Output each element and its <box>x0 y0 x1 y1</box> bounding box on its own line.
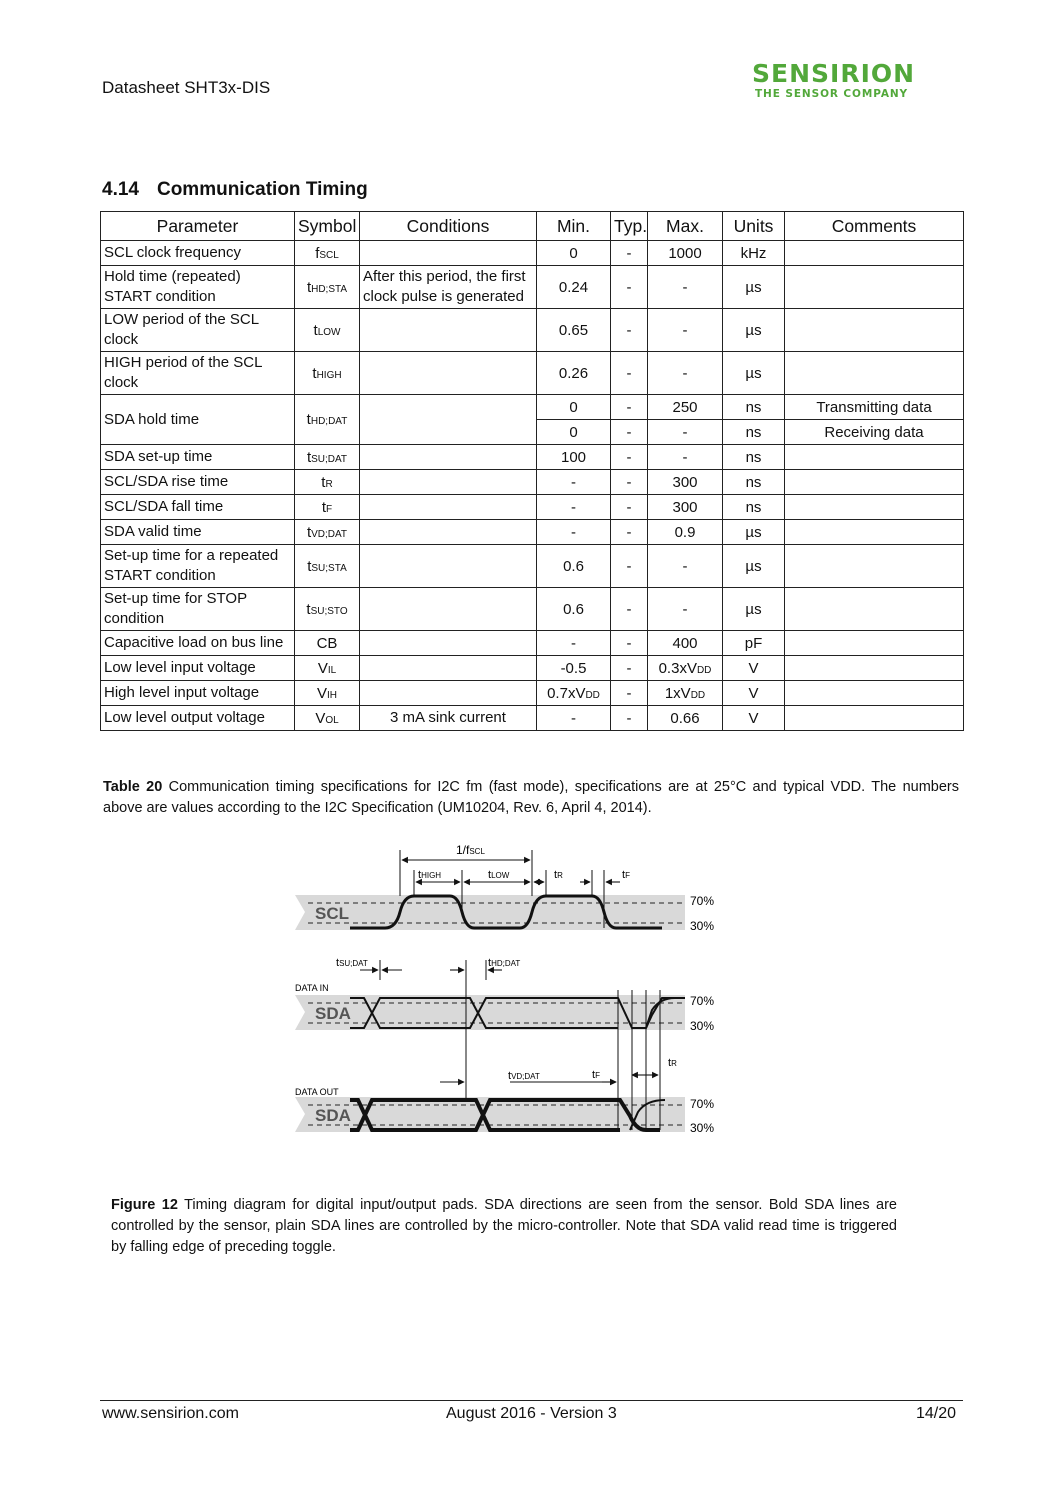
communication-timing-table <box>100 211 964 731</box>
table-row <box>101 470 964 495</box>
table-row <box>101 241 964 266</box>
param-cell: Capacitive load on bus line <box>101 631 295 656</box>
timing-arrows <box>360 860 658 1082</box>
comments-cell: Transmitting data <box>785 395 964 420</box>
comments-cell <box>785 241 964 266</box>
symbol-cell: VOL <box>295 706 360 731</box>
symbol-cell: tLOW <box>295 309 360 352</box>
sda-in-band <box>295 995 685 1030</box>
param-cell: Set-up time for STOP condition <box>101 588 295 631</box>
param-cell: Hold time (repeated) START condition <box>101 266 295 309</box>
typ-cell: - <box>611 656 648 681</box>
pct-70-label: 70% <box>690 994 715 1008</box>
typ-cell: - <box>611 681 648 706</box>
table-row <box>101 395 964 420</box>
column-header: Parameter <box>101 212 295 241</box>
pct-70-label: 70% <box>690 1097 715 1111</box>
typ-cell: - <box>611 309 648 352</box>
figure-caption-text: Timing diagram for digital input/output pads. SDA directions are seen from the sensor. Bold SDA lines are controlled by the sensor, plain SDA lines are controlled by the micro-controller. Note that SDA valid read time is triggered by falling edge of preceding toggle. <box>111 1197 897 1255</box>
min-cell: 0.24 <box>537 266 611 309</box>
symbol-cell: VIH <box>295 681 360 706</box>
typ-cell: - <box>611 631 648 656</box>
conditions-cell <box>360 241 537 266</box>
max-cell: - <box>648 545 723 588</box>
conditions-cell <box>360 520 537 545</box>
max-cell: 1xVDD <box>648 681 723 706</box>
symbol-cell: tR <box>295 470 360 495</box>
logo-wordmark: SENSIRION <box>752 59 916 88</box>
timing-diagram <box>280 830 760 1140</box>
max-cell: - <box>648 588 723 631</box>
comments-cell <box>785 495 964 520</box>
symbol-cell: tSU;STO <box>295 588 360 631</box>
table-row <box>101 266 964 309</box>
units-cell: ns <box>723 470 785 495</box>
column-header: Symbol <box>295 212 360 241</box>
data-in-label: DATA IN <box>295 983 329 993</box>
max-cell: 300 <box>648 470 723 495</box>
conditions-cell <box>360 588 537 631</box>
min-cell: 0.26 <box>537 352 611 395</box>
table-row <box>101 656 964 681</box>
comments-cell <box>785 631 964 656</box>
units-cell: µs <box>723 520 785 545</box>
param-cell: SCL/SDA rise time <box>101 470 295 495</box>
max-cell: 250 <box>648 395 723 420</box>
typ-cell: - <box>611 706 648 731</box>
comments-cell: Receiving data <box>785 420 964 445</box>
max-cell: - <box>648 266 723 309</box>
param-cell: LOW period of the SCL clock <box>101 309 295 352</box>
max-cell: 1000 <box>648 241 723 266</box>
section-heading <box>102 179 368 201</box>
table-row <box>101 681 964 706</box>
table-row <box>101 445 964 470</box>
min-cell: - <box>537 495 611 520</box>
figure-caption <box>111 1195 897 1258</box>
table-caption <box>103 777 959 819</box>
units-cell: µs <box>723 309 785 352</box>
t-f-label: tF <box>622 869 630 881</box>
param-cell: SDA set-up time <box>101 445 295 470</box>
data-out-label: DATA OUT <box>295 1087 339 1097</box>
logo-tagline: THE SENSOR COMPANY <box>755 88 909 100</box>
section-title: Communication Timing <box>156 179 368 200</box>
footer-date-version: August 2016 - Version 3 <box>446 1405 617 1422</box>
param-cell: SDA hold time <box>101 395 295 445</box>
typ-cell: - <box>611 266 648 309</box>
max-cell: - <box>648 352 723 395</box>
conditions-cell <box>360 545 537 588</box>
table-row <box>101 352 964 395</box>
units-cell: V <box>723 681 785 706</box>
conditions-cell <box>360 309 537 352</box>
symbol-cell: tHD;DAT <box>295 395 360 445</box>
t-high-label: tHIGH <box>418 869 442 881</box>
comments-cell <box>785 545 964 588</box>
pct-30-label: 30% <box>690 1019 715 1033</box>
pct-30-label: 30% <box>690 919 715 933</box>
param-cell: Low level output voltage <box>101 706 295 731</box>
symbol-cell: tVD;DAT <box>295 520 360 545</box>
column-header: Min. <box>537 212 611 241</box>
min-cell: 100 <box>537 445 611 470</box>
sda-in-label: SDA <box>315 1004 351 1023</box>
param-cell: SDA valid time <box>101 520 295 545</box>
units-cell: V <box>723 656 785 681</box>
conditions-cell: After this period, the first clock pulse is generated <box>360 266 537 309</box>
section-number: 4.14 <box>102 179 139 200</box>
comments-cell <box>785 520 964 545</box>
comments-cell <box>785 656 964 681</box>
conditions-cell <box>360 445 537 470</box>
comments-cell <box>785 470 964 495</box>
min-cell: 0.7xVDD <box>537 681 611 706</box>
typ-cell: - <box>611 520 648 545</box>
conditions-cell <box>360 495 537 520</box>
t-vd-dat-label: tVD;DAT <box>508 1070 540 1082</box>
footer-page-number: 14/20 <box>916 1405 957 1422</box>
typ-cell: - <box>611 445 648 470</box>
table-row <box>101 309 964 352</box>
typ-cell: - <box>611 495 648 520</box>
symbol-cell: fSCL <box>295 241 360 266</box>
typ-cell: - <box>611 395 648 420</box>
typ-cell: - <box>611 420 648 445</box>
t-su-dat-label: tSU;DAT <box>336 957 368 969</box>
scl-label: SCL <box>315 904 349 923</box>
comments-cell <box>785 309 964 352</box>
reference-lines <box>380 850 660 1130</box>
comments-cell <box>785 445 964 470</box>
min-cell: 0.6 <box>537 545 611 588</box>
param-cell: High level input voltage <box>101 681 295 706</box>
comments-cell <box>785 706 964 731</box>
conditions-cell <box>360 681 537 706</box>
typ-cell: - <box>611 545 648 588</box>
period-label: 1/fSCL <box>456 843 485 857</box>
units-cell: ns <box>723 395 785 420</box>
table-row <box>101 520 964 545</box>
param-cell: SCL clock frequency <box>101 241 295 266</box>
min-cell: 0.65 <box>537 309 611 352</box>
footer-website-link[interactable]: www.sensirion.com <box>102 1405 239 1422</box>
table-row <box>101 545 964 588</box>
min-cell: 0.6 <box>537 588 611 631</box>
max-cell: 0.9 <box>648 520 723 545</box>
max-cell: - <box>648 420 723 445</box>
table-row <box>101 495 964 520</box>
max-cell: - <box>648 309 723 352</box>
units-cell: kHz <box>723 241 785 266</box>
conditions-cell <box>360 656 537 681</box>
pct-30-label: 30% <box>690 1121 715 1135</box>
min-cell: - <box>537 706 611 731</box>
table-row <box>101 588 964 631</box>
units-cell: µs <box>723 352 785 395</box>
comments-cell <box>785 266 964 309</box>
min-cell: -0.5 <box>537 656 611 681</box>
min-cell: 0 <box>537 241 611 266</box>
typ-cell: - <box>611 470 648 495</box>
footer-divider <box>100 1400 963 1401</box>
column-header: Units <box>723 212 785 241</box>
t-f2-label: tF <box>592 1069 600 1081</box>
typ-cell: - <box>611 241 648 266</box>
t-hd-dat-label: tHD;DAT <box>488 957 521 969</box>
param-cell: Low level input voltage <box>101 656 295 681</box>
company-logo <box>752 60 915 100</box>
conditions-cell <box>360 470 537 495</box>
column-header: Typ. <box>611 212 648 241</box>
column-header: Comments <box>785 212 964 241</box>
min-cell: - <box>537 470 611 495</box>
conditions-cell: 3 mA sink current <box>360 706 537 731</box>
typ-cell: - <box>611 352 648 395</box>
conditions-cell <box>360 395 537 445</box>
t-low-label: tLOW <box>488 869 510 881</box>
symbol-cell: VIL <box>295 656 360 681</box>
table-row <box>101 631 964 656</box>
param-cell: HIGH period of the SCL clock <box>101 352 295 395</box>
param-cell: Set-up time for a repeated START condition <box>101 545 295 588</box>
min-cell: 0 <box>537 420 611 445</box>
min-cell: 0 <box>537 395 611 420</box>
min-cell: - <box>537 520 611 545</box>
pct-70-label: 70% <box>690 894 715 908</box>
conditions-cell <box>360 352 537 395</box>
column-header: Max. <box>648 212 723 241</box>
table-caption-label: Table 20 <box>103 779 163 795</box>
max-cell: 0.66 <box>648 706 723 731</box>
units-cell: ns <box>723 495 785 520</box>
sda-out-label: SDA <box>315 1106 351 1125</box>
symbol-cell: tHIGH <box>295 352 360 395</box>
units-cell: V <box>723 706 785 731</box>
units-cell: µs <box>723 588 785 631</box>
comments-cell <box>785 588 964 631</box>
symbol-cell: CB <box>295 631 360 656</box>
document-title: Datasheet SHT3x-DIS <box>102 78 271 97</box>
units-cell: ns <box>723 420 785 445</box>
param-cell: SCL/SDA fall time <box>101 495 295 520</box>
table-header-row <box>101 212 964 241</box>
units-cell: µs <box>723 545 785 588</box>
comments-cell <box>785 352 964 395</box>
scl-band <box>295 895 685 930</box>
typ-cell: - <box>611 588 648 631</box>
max-cell: - <box>648 445 723 470</box>
figure-caption-label: Figure 12 <box>111 1197 178 1213</box>
max-cell: 400 <box>648 631 723 656</box>
comments-cell <box>785 681 964 706</box>
symbol-cell: tF <box>295 495 360 520</box>
symbol-cell: tSU;DAT <box>295 445 360 470</box>
table-row <box>101 706 964 731</box>
units-cell: µs <box>723 266 785 309</box>
symbol-cell: tHD;STA <box>295 266 360 309</box>
min-cell: - <box>537 631 611 656</box>
conditions-cell <box>360 631 537 656</box>
units-cell: pF <box>723 631 785 656</box>
max-cell: 0.3xVDD <box>648 656 723 681</box>
max-cell: 300 <box>648 495 723 520</box>
column-header: Conditions <box>360 212 537 241</box>
table-caption-text: Communication timing specifications for I2C fm (fast mode), specifications are at 25°C and typical VDD. The numbers above are values according to the I2C Specification (UM10204, Rev. 6, April 4, 2014). <box>103 779 959 816</box>
units-cell: ns <box>723 445 785 470</box>
symbol-cell: tSU;STA <box>295 545 360 588</box>
t-r2-label: tR <box>668 1057 677 1069</box>
t-r-label: tR <box>554 869 563 881</box>
